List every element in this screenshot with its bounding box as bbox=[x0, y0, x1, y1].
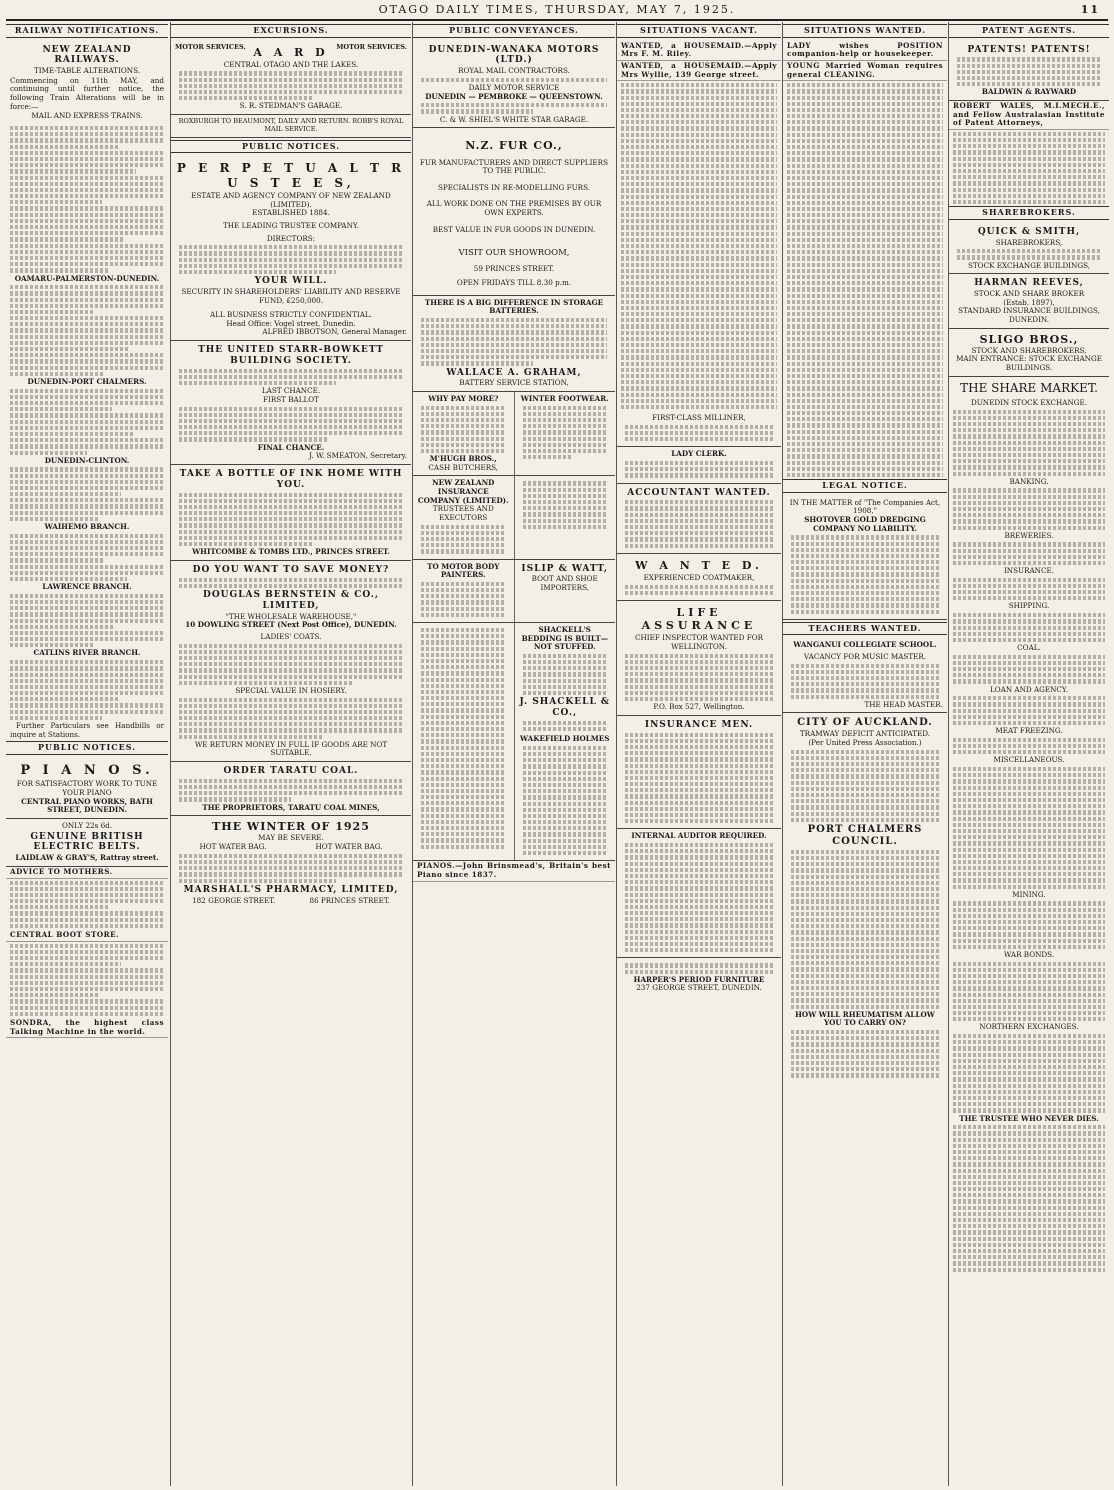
section-heading: PUBLIC CONVEYANCES. bbox=[413, 24, 615, 38]
save-money: DO YOU WANT TO SAVE MONEY? bbox=[192, 564, 390, 575]
body-text bbox=[6, 126, 168, 273]
graham-title: WALLACE A. GRAHAM, bbox=[446, 367, 582, 378]
insurance-title: NEW ZEALAND INSURANCE COMPANY (LIMITED). bbox=[417, 478, 509, 505]
auditor-ad bbox=[617, 829, 781, 958]
body-text bbox=[519, 654, 612, 695]
classified-lead: SONDRA, the highest class Talking Machine in the world. bbox=[10, 1017, 164, 1036]
pianos-title: P I A N O S. bbox=[20, 762, 154, 778]
mchugh-title: M'HUGH BROS., bbox=[429, 454, 497, 464]
showroom-address: 59 PRINCES STREET. bbox=[473, 263, 555, 273]
body-text bbox=[519, 481, 612, 529]
daily-service: DAILY MOTOR SERVICE bbox=[468, 83, 560, 93]
body-text bbox=[621, 843, 777, 952]
milliner-ad bbox=[617, 411, 781, 447]
auckland-title: CITY OF AUCKLAND. bbox=[797, 717, 933, 729]
music-master: VACANCY FOR MUSIC MASTER. bbox=[803, 651, 927, 661]
classified bbox=[413, 861, 615, 881]
classifieds-small bbox=[413, 623, 515, 860]
body-text bbox=[175, 578, 407, 588]
shackell-title: SHACKELL'S BEDDING IS BUILT—NOT STUFFED. bbox=[521, 625, 608, 652]
section-heading: PATENT AGENTS. bbox=[949, 24, 1109, 38]
sligo-address: MAIN ENTRANCE: STOCK EXCHANGE BUILDINGS. bbox=[956, 354, 1102, 373]
column-3 bbox=[412, 22, 615, 1486]
body-text bbox=[621, 733, 777, 824]
stock-exchange: STOCK EXCHANGE BUILDINGS, bbox=[967, 260, 1091, 270]
section-heading: EXCURSIONS. bbox=[171, 24, 411, 38]
body-text bbox=[617, 83, 781, 409]
accountant-ad bbox=[617, 484, 781, 554]
patents-title: PATENTS! PATENTS! bbox=[967, 44, 1091, 55]
auditor-title: INTERNAL AUDITOR REQUIRED. bbox=[631, 831, 767, 841]
lawrence-heading: LAWRENCE BRANCH. bbox=[42, 582, 132, 592]
garage: C. & W. SHIEL'S WHITE STAR GARAGE. bbox=[439, 114, 589, 124]
section-heading: RAILWAY NOTIFICATIONS. bbox=[6, 24, 168, 38]
last-chance: LAST CHANCE. bbox=[261, 386, 321, 396]
body-text bbox=[949, 488, 1109, 529]
classified-lead: WANTED, a HOUSEMAID.—Apply Mrs Wyllie, 139 George street. bbox=[621, 60, 777, 79]
wakefield: WAKEFIELD HOLMES bbox=[520, 734, 610, 744]
body-text bbox=[949, 613, 1109, 642]
islip-sub: BOOT AND SHOE IMPORTERS, bbox=[531, 574, 598, 593]
perpetual-manager: ALFRED IBBOTSON, General Manager. bbox=[262, 327, 407, 337]
body-text bbox=[949, 767, 1109, 889]
taratu-ad bbox=[171, 762, 411, 816]
milliner: FIRST-CLASS MILLINER, bbox=[652, 413, 746, 423]
mchugh-sub: CASH BUTCHERS, bbox=[428, 462, 499, 472]
insurance-men: INSURANCE MEN. bbox=[644, 719, 754, 730]
railway-intro: Commencing on 11th MAY, and continuing until further notice, the following Train Alterations will be in force:— bbox=[10, 75, 164, 111]
harper-address: 237 GEORGE STREET, DUNEDIN. bbox=[636, 983, 762, 993]
banking: BANKING. bbox=[1009, 476, 1049, 486]
electric-firm: LAIDLAW & GRAY'S, Rattray street. bbox=[15, 853, 159, 863]
classified bbox=[6, 867, 168, 879]
confidential: ALL BUSINESS STRICTLY CONFIDENTIAL. bbox=[210, 310, 372, 320]
body-text bbox=[787, 750, 943, 822]
harper-title: HARPER'S PERIOD FURNITURE bbox=[633, 974, 765, 984]
security: SECURITY IN SHAREHOLDERS' LIABILITY AND RESERVE FUND, £250,000. bbox=[181, 286, 401, 305]
ink-title: TAKE A BOTTLE OF INK HOME WITH YOU. bbox=[179, 468, 403, 490]
nz-insurance-ad bbox=[413, 476, 515, 558]
shotover: SHOTOVER GOLD DREDGING COMPANY NO LIABILITY. bbox=[804, 515, 926, 533]
body-text bbox=[6, 881, 168, 929]
section-heading: SITUATIONS VACANT. bbox=[617, 24, 781, 38]
harman-title: HARMAN REEVES, bbox=[974, 278, 1084, 289]
harman-ad bbox=[949, 274, 1109, 328]
warehouse: "THE WHOLESALE WAREHOUSE," bbox=[225, 611, 357, 621]
classified-lead: ROBERT WALES, M.I.MECH.E., and Fellow Australasian Institute of Patent Attorneys, bbox=[953, 100, 1105, 128]
head-office: Head Office: Vogel street, Dunedin. bbox=[226, 318, 356, 328]
life-assurance-ad bbox=[617, 601, 781, 716]
standard: STANDARD INSURANCE BUILDINGS, DUNEDIN. bbox=[958, 306, 1100, 324]
taratu-firm: THE PROPRIETORS, TARATU COAL MINES, bbox=[202, 802, 380, 812]
body-text bbox=[6, 660, 168, 720]
section-heading: PUBLIC NOTICES. bbox=[6, 741, 168, 755]
breweries: BREWERIES. bbox=[1004, 530, 1054, 540]
body-text bbox=[787, 664, 943, 699]
winter-footwear-ad bbox=[515, 392, 616, 475]
body-text bbox=[175, 779, 407, 802]
battery-ad bbox=[413, 296, 615, 392]
top-rule bbox=[6, 19, 1108, 21]
quick-title: QUICK & SMITH, bbox=[977, 226, 1081, 237]
classified-lead: PIANOS.—John Brinsmead's, Britain's best Piano since 1837. bbox=[417, 861, 611, 879]
quick-smith-ad bbox=[949, 223, 1109, 274]
fur-best: BEST VALUE IN FUR GOODS IN DUNEDIN. bbox=[432, 224, 596, 234]
pianos-sub: FOR SATISFACTORY WORK TO TUNE YOUR PIANO bbox=[16, 779, 158, 798]
showroom: VISIT OUR SHOWROOM, bbox=[458, 248, 570, 259]
established: ESTABLISHED 1884. bbox=[252, 208, 330, 218]
miscellaneous: MISCELLANEOUS. bbox=[993, 755, 1065, 765]
perpetual-sub: ESTATE AND AGENCY COMPANY OF NEW ZEALAND (LIMITED). bbox=[191, 190, 391, 209]
ink-firm: WHITCOMBE & TOMBS LTD., PRINCES STREET. bbox=[192, 547, 390, 557]
railway-title: NEW ZEALAND RAILWAYS. bbox=[42, 44, 132, 66]
body-text bbox=[621, 500, 777, 548]
accountant-title: ACCOUNTANT WANTED. bbox=[627, 487, 771, 498]
winter-title: THE WINTER OF 1925 bbox=[212, 820, 370, 834]
royal-mail: ROYAL MAIL CONTRACTORS. bbox=[458, 66, 570, 76]
body-text bbox=[175, 407, 407, 442]
aard-firm: S. R. STEDMAN'S GARAGE. bbox=[239, 101, 343, 111]
pianos-firm: CENTRAL PIANO WORKS, BATH STREET, DUNEDIN. bbox=[21, 796, 153, 815]
trustee-never-dies: THE TRUSTEE WHO NEVER DIES. bbox=[959, 1113, 1099, 1123]
body-text bbox=[175, 493, 407, 547]
share-market-title: THE SHARE MARKET. bbox=[960, 380, 1098, 395]
body-text bbox=[953, 57, 1105, 86]
mail-trains-heading: MAIL AND EXPRESS TRAINS. bbox=[31, 111, 143, 121]
evening-shoes bbox=[515, 476, 616, 558]
classified bbox=[783, 41, 947, 61]
harman-est: (Estab. 1897), bbox=[1003, 297, 1055, 307]
classified bbox=[783, 61, 947, 81]
body-text bbox=[175, 245, 407, 274]
douglas-title: DOUGLAS BERNSTEIN & CO., LIMITED, bbox=[203, 590, 379, 611]
mchugh-ad bbox=[413, 392, 515, 475]
body-text bbox=[621, 425, 777, 442]
electric-belt-ad bbox=[6, 819, 168, 867]
section-heading: LEGAL NOTICE. bbox=[783, 479, 947, 493]
body-text bbox=[175, 854, 407, 883]
body-text bbox=[783, 83, 947, 477]
life-title: LIFE ASSURANCE bbox=[641, 606, 757, 633]
classified bbox=[6, 1018, 168, 1038]
body-text bbox=[787, 850, 943, 1009]
classified-lead: ADVICE TO MOTHERS. bbox=[10, 866, 113, 876]
directors: DIRECTORS: bbox=[266, 233, 316, 243]
body-text bbox=[519, 406, 612, 460]
starr-bowkett-ad bbox=[171, 341, 411, 465]
electric-title: GENUINE BRITISH ELECTRIC BELTS. bbox=[30, 831, 144, 853]
body-text bbox=[417, 318, 611, 366]
fur-open: OPEN FRIDAYS TILL 8.30 p.m. bbox=[456, 278, 572, 288]
classified bbox=[617, 61, 781, 81]
baldwin: BALDWIN & RAYWARD bbox=[981, 87, 1077, 97]
marshall-title: MARSHALL'S PHARMACY, LIMITED, bbox=[183, 884, 399, 895]
body-text bbox=[519, 746, 612, 855]
body-text bbox=[949, 1034, 1109, 1112]
body-text bbox=[6, 534, 168, 582]
electric-price: ONLY 22s 6d. bbox=[61, 821, 113, 831]
fur-sub: FUR MANUFACTURERS AND DIRECT SUPPLIERS TO THE PUBLIC. bbox=[419, 157, 609, 176]
your-will: YOUR WILL. bbox=[254, 276, 328, 287]
body-text bbox=[417, 582, 510, 617]
harper-ad bbox=[617, 958, 781, 996]
body-text bbox=[787, 1030, 943, 1078]
meat-freezing: MEAT FREEZING. bbox=[995, 726, 1063, 736]
body-text bbox=[949, 738, 1109, 755]
body-text bbox=[621, 461, 777, 478]
shipping: SHIPPING. bbox=[1008, 601, 1050, 611]
body-text bbox=[417, 78, 611, 82]
aard-title: A A R D bbox=[253, 45, 329, 59]
footwear-title: WINTER FOOTWEAR. bbox=[520, 394, 609, 404]
clinton-heading: DUNEDIN-CLINTON. bbox=[44, 455, 130, 465]
body-text bbox=[6, 467, 168, 521]
ladies-coats: LADIES' COATS. bbox=[260, 631, 322, 641]
route: DUNEDIN — PEMBROKE — QUEENSTOWN. bbox=[425, 91, 603, 101]
column-4 bbox=[616, 22, 781, 1486]
winter-sub: MAY BE SEVERE. bbox=[258, 833, 324, 843]
section-heading: TEACHERS WANTED. bbox=[783, 622, 947, 636]
body-text bbox=[949, 578, 1109, 601]
fur-work: ALL WORK DONE ON THE PREMISES BY OUR OWN EXPERTS. bbox=[426, 199, 602, 218]
body-text bbox=[949, 542, 1109, 565]
body-text bbox=[6, 594, 168, 648]
manager-box: P.O. Box 527, Wellington. bbox=[653, 702, 745, 712]
shackell-firm: J. SHACKELL & CO., bbox=[519, 697, 611, 719]
port-chalmers-heading: DUNEDIN-PORT CHALMERS. bbox=[27, 376, 147, 386]
marshall-address: 182 GEORGE STREET. bbox=[192, 895, 276, 905]
return-policy: WE RETURN MONEY IN FULL IF GOODS ARE NOT SUITABLE. bbox=[194, 739, 388, 758]
body-text bbox=[417, 406, 510, 454]
body-text bbox=[175, 369, 407, 386]
waihemo-heading: WAIHEMO BRANCH. bbox=[44, 522, 130, 532]
marshall-address-2: 86 PRINCES STREET. bbox=[309, 895, 390, 905]
coal: COAL. bbox=[1017, 643, 1041, 653]
body-text bbox=[417, 628, 510, 849]
quick-sub: SHAREBROKERS, bbox=[995, 237, 1063, 247]
body-text bbox=[621, 585, 777, 595]
pianos-ad bbox=[6, 758, 168, 819]
wanaka-motors-ad bbox=[413, 41, 615, 129]
hot-water-bag: HOT WATER BAG. bbox=[199, 842, 267, 852]
column-1 bbox=[6, 22, 168, 1486]
legal-notice bbox=[783, 496, 947, 620]
oamaru-heading: OAMARU-PALMERSTON-DUNEDIN. bbox=[14, 273, 160, 283]
marshall-ad bbox=[171, 816, 411, 908]
hosiery: SPECIAL VALUE IN HOSIERY. bbox=[235, 685, 347, 695]
nz-fur-ad bbox=[413, 128, 615, 296]
body-text bbox=[175, 71, 407, 100]
body-text bbox=[417, 103, 611, 113]
perpetual-title: P E R P E T U A L T R U S T E E S, bbox=[176, 161, 406, 190]
body-text bbox=[6, 944, 168, 1016]
roxburgh-ad: ROXBURGH TO BEAUMONT, DAILY AND RETURN. ROBB'S ROYAL MAIL SERVICE. bbox=[171, 115, 411, 138]
body-text bbox=[175, 698, 407, 739]
insurance: INSURANCE. bbox=[1003, 566, 1055, 576]
coatmaker: EXPERIENCED COATMAKER, bbox=[643, 572, 755, 582]
sligo-title: SLIGO BROS., bbox=[979, 332, 1079, 346]
classified-lead: YOUNG Married Woman requires general CLEANING. bbox=[787, 60, 943, 79]
aard-ad bbox=[171, 41, 411, 115]
aard-sub: CENTRAL OTAGO AND THE LAKES. bbox=[223, 59, 359, 69]
body-text bbox=[949, 901, 1109, 949]
body-text bbox=[417, 525, 510, 554]
lady-clerk-ad bbox=[617, 447, 781, 483]
sligo-sub: STOCK AND SHAREBROKERS, bbox=[971, 345, 1087, 355]
classified-lead: WANTED, a HOUSEMAID.—Apply Mrs F. M. Riley. bbox=[621, 40, 777, 59]
body-text bbox=[175, 644, 407, 685]
section-heading: PUBLIC NOTICES. bbox=[171, 140, 411, 154]
section-heading: SHAREBROKERS. bbox=[949, 206, 1109, 220]
fur-specialists: SPECIALISTS IN RE-MODELLING FURS. bbox=[437, 182, 591, 192]
body-text bbox=[949, 132, 1109, 204]
dunedin-exchange: DUNEDIN STOCK EXCHANGE. bbox=[970, 398, 1088, 408]
companies-act: IN THE MATTER of "The Companies Act, 1908," bbox=[789, 497, 941, 516]
motor-body-title: TO MOTOR BODY PAINTERS. bbox=[427, 561, 500, 580]
masthead bbox=[0, 0, 1114, 18]
harman-sub: STOCK AND SHARE BROKER bbox=[973, 288, 1085, 298]
body-text bbox=[519, 721, 612, 731]
column-6 bbox=[948, 22, 1109, 1486]
column-5 bbox=[782, 22, 947, 1486]
classified bbox=[617, 41, 781, 61]
islip-title: ISLIP & WATT, bbox=[521, 563, 609, 574]
page-number: 11 bbox=[1080, 3, 1100, 16]
mining: MINING. bbox=[1012, 889, 1046, 899]
loan-agency: LOAN AND AGENCY. bbox=[989, 684, 1069, 694]
starr-title: THE UNITED STARR-BOWKETT BUILDING SOCIETY. bbox=[198, 345, 384, 366]
motor-label: MOTOR SERVICES. bbox=[336, 42, 407, 51]
body-text bbox=[787, 535, 943, 613]
classified-lead: LADY wishes POSITION companion-help or housekeeper. bbox=[787, 40, 943, 59]
body-text bbox=[6, 285, 168, 376]
why-pay: WHY PAY MORE? bbox=[428, 394, 499, 404]
lady-clerk: LADY CLERK. bbox=[671, 449, 727, 459]
body-text bbox=[949, 696, 1109, 725]
douglas-ad bbox=[171, 561, 411, 762]
body-text bbox=[953, 249, 1105, 259]
railway-further: Further Particulars see Handbills or inquire at Stations. bbox=[10, 721, 164, 739]
coatmaker-ad: W A N T E D. EXPERIENCED COATMAKER, bbox=[617, 554, 781, 601]
wanaka-title: DUNEDIN-WANAKA MOTORS (LTD.) bbox=[428, 44, 600, 66]
graham-sub: BATTERY SERVICE STATION, bbox=[459, 378, 569, 388]
starr-secretary: J. W. SMEATON, Secretary. bbox=[309, 451, 407, 461]
patents-ad bbox=[949, 41, 1109, 101]
auckland-news bbox=[783, 713, 947, 1082]
body-text bbox=[949, 655, 1109, 684]
classified-lead: CENTRAL BOOT STORE. bbox=[10, 930, 120, 940]
shackell-ad bbox=[515, 623, 616, 860]
body-text bbox=[621, 654, 777, 702]
battery-title: THERE IS A BIG DIFFERENCE IN STORAGE BATTERIES. bbox=[424, 297, 604, 316]
catlins-heading: CATLINS RIVER BRANCH. bbox=[33, 648, 141, 658]
body-text bbox=[949, 962, 1109, 1022]
railway-notice bbox=[6, 41, 168, 124]
classified bbox=[6, 930, 168, 942]
masthead-title: OTAGO DAILY TIMES, THURSDAY, MAY 7, 1925. bbox=[378, 3, 736, 16]
ink-ad bbox=[171, 465, 411, 561]
body-text bbox=[621, 963, 777, 973]
islip-ad bbox=[515, 560, 616, 622]
leading: THE LEADING TRUSTEE COMPANY. bbox=[223, 220, 359, 230]
motor-label: MOTOR SERVICES. bbox=[175, 42, 246, 51]
trustees: TRUSTEES AND EXECUTORS bbox=[432, 504, 494, 523]
douglas-address: 10 DOWLING STREET (Next Post Office), DUNEDIN. bbox=[185, 620, 397, 630]
taratu-title: ORDER TARATU COAL. bbox=[223, 766, 359, 777]
column-2 bbox=[170, 22, 411, 1486]
body-text bbox=[6, 389, 168, 455]
hot-water-bag: HOT WATER BAG. bbox=[315, 842, 383, 852]
sligo-ad bbox=[949, 329, 1109, 377]
rheumatism: HOW WILL RHEUMATISM ALLOW YOU TO CARRY ON? bbox=[795, 1009, 935, 1028]
tramway: TRAMWAY DEFICIT ANTICIPATED. bbox=[799, 729, 931, 739]
press-assoc: (Per United Press Association.) bbox=[808, 738, 922, 748]
perpetual-trustees-ad bbox=[171, 156, 411, 341]
wanganui-ad bbox=[783, 638, 947, 713]
chief-inspector: CHIEF INSPECTOR WANTED FOR WELLINGTON. bbox=[634, 633, 764, 652]
body-text bbox=[949, 410, 1109, 476]
final-chance: FINAL CHANCE. bbox=[257, 442, 325, 452]
wanganui: WANGANUI COLLEGIATE SCHOOL. bbox=[793, 640, 937, 650]
classified bbox=[949, 101, 1109, 130]
port-chalmers-title: PORT CHALMERS COUNCIL. bbox=[807, 823, 923, 847]
body-text bbox=[949, 1125, 1109, 1272]
section-heading: SITUATIONS WANTED. bbox=[783, 24, 947, 38]
fur-title: N.Z. FUR CO., bbox=[465, 139, 563, 153]
head-master: THE HEAD MASTER. bbox=[864, 699, 943, 709]
first-ballot: FIRST BALLOT bbox=[263, 394, 319, 404]
insurance-men-ad bbox=[617, 716, 781, 830]
northern-exchanges: NORTHERN EXCHANGES. bbox=[979, 1022, 1079, 1032]
war-bonds: WAR BONDS. bbox=[1003, 949, 1055, 959]
timetable-heading: TIME-TABLE ALTERATIONS. bbox=[33, 66, 141, 76]
motor-body-ad bbox=[413, 560, 515, 622]
